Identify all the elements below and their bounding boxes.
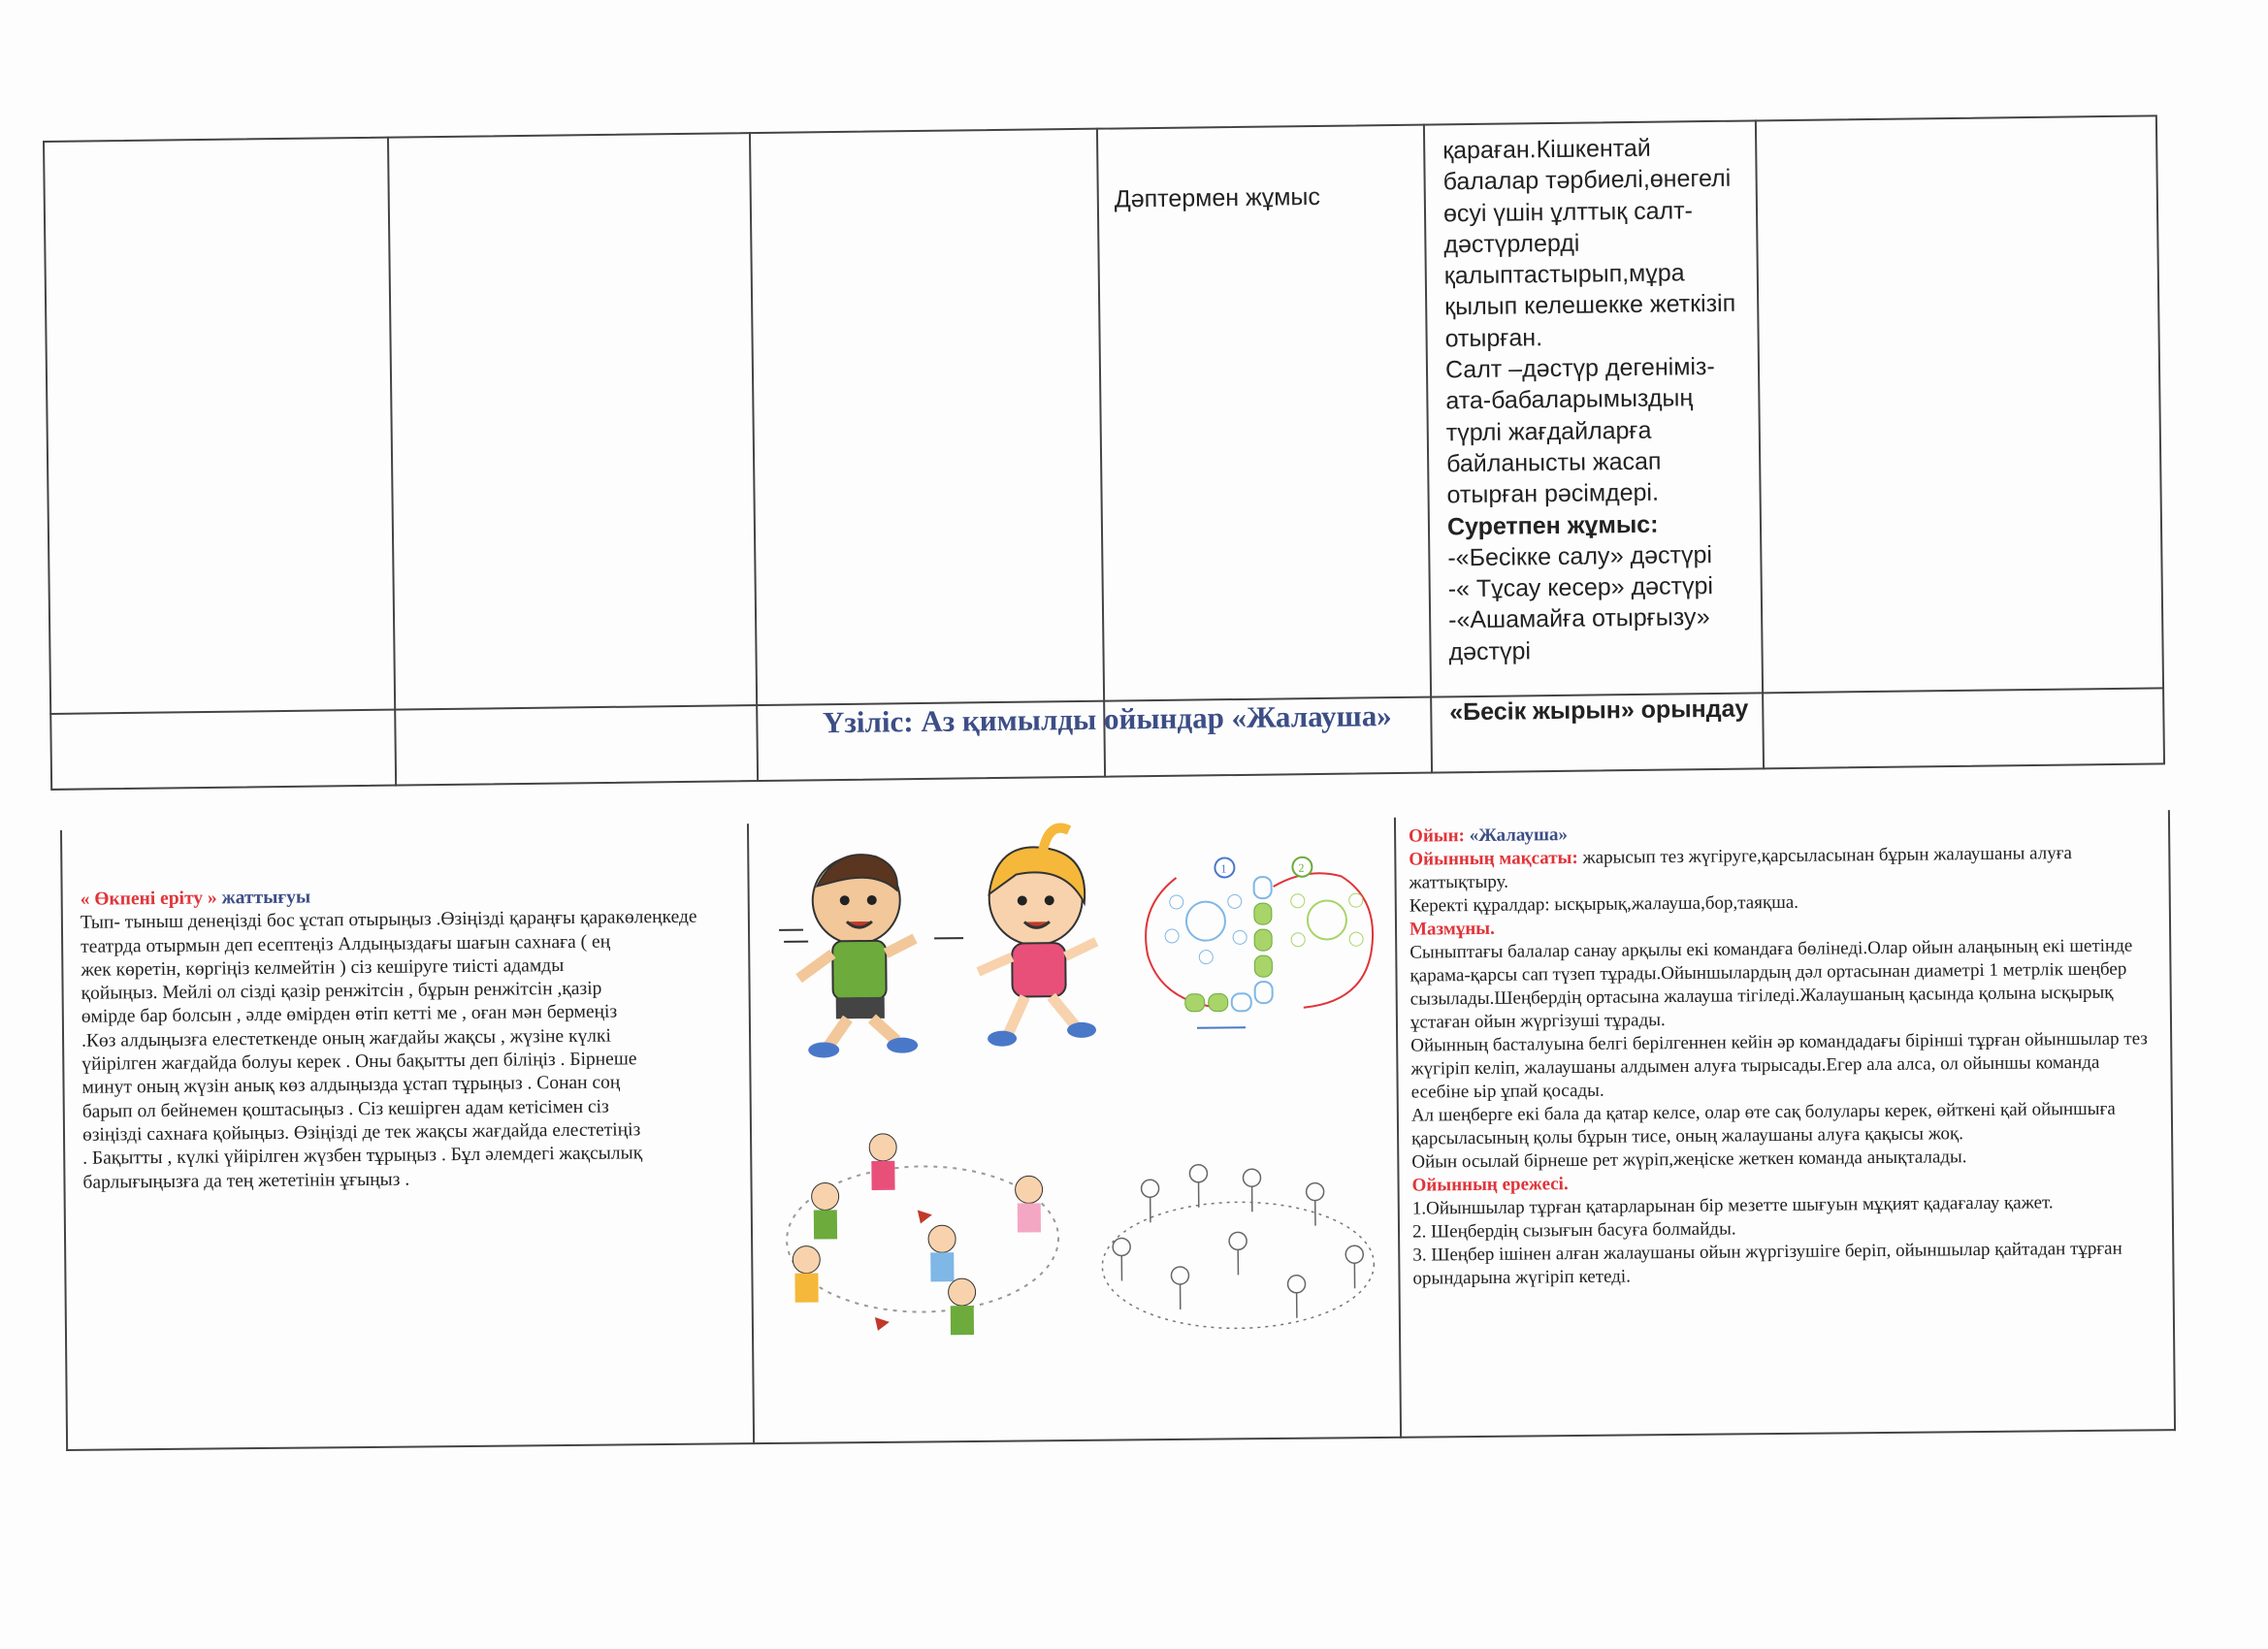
game-content-paragraph: Ал шеңберге екі бала да қатар келсе, олар өте сақ болулары керек, өйткені қай ойыншыға қарсыласының қолы бұрын тисе, оның жалаушаны алуға қақысы жоқ. <box>1410 1098 2116 1149</box>
exercise-text-line: театрда отырмын деп есептеңіз Алдыңыздағы шағын сахнаға ( ең <box>81 931 611 957</box>
game-content-paragraph: Ойын осылай бірнеше рет жүріп,жеңіске жеткен команда анықталады. <box>1411 1147 1967 1173</box>
exercise-text-line: өзіңізді сахнаға қойыңыз. Өзіңізді де тек жақсы жағдайда елестетіңіз <box>81 1119 641 1146</box>
game-equipment: Керекті құралдар: ысқырық,жалауша,бор,таяқша. <box>1409 891 1799 917</box>
lullaby-task: «Бесік жырын» орындау <box>1449 695 1749 727</box>
tradition-text-line: өсуі үшін ұлттық салт- <box>1442 196 1694 227</box>
tradition-list-item: -«Бесікке салу» дәстүрі <box>1447 540 1713 572</box>
game-goal-text: жарысып тез жүгіруге,қарсыласынан бұрын жалаушаны алуға жаттықтыру. <box>1409 843 2073 893</box>
exercise-text-line: Тып- тыныш денеңізді бос ұстап отырыңыз .Өзіңізді қараңғы қаракөлеңкеде <box>80 906 697 934</box>
tradition-text-line: отырған рәсімдері. <box>1446 478 1660 509</box>
picture-work-heading: Суретпен жұмыс: <box>1446 510 1659 540</box>
tradition-list-item: -«Ашамайға отырғызу» <box>1447 603 1710 634</box>
exercise-title-suffix: жаттығуы <box>216 887 311 909</box>
game-content-paragraph: Сыныптағы балалар санау арқылы екі командаға бөлінеді.Олар ойын алаңының екі шетінде қарама-қарсы сап түзеп тұрады.Ойыншылардың дәл ортасынан диаметрі 1 метрлік шеңбер сызылады.Шеңбердің ортасына жалауша тігіледі.Жалаушаның қасында қолына ысқырық ұстаған ойын жүргізуші тұрады. <box>1409 935 2133 1033</box>
kids-circle-sketch <box>1091 1148 1384 1344</box>
game-goal <box>1409 841 2155 894</box>
exercise-text-line: барып ол бейнемен қоштасыңыз . Сіз кешірген адам кетісімен сіз <box>81 1096 609 1122</box>
running-girl-illustration <box>928 820 1144 1054</box>
game-content <box>1409 934 2158 1174</box>
exercise-text-line: . Бақытты , күлкі үйірілген жүзбен тұрыңыз . Бұл әлемдегі жақсылық <box>82 1143 643 1170</box>
tradition-text-block <box>1442 131 1760 728</box>
tradition-list-item: -« Тұсау кесер» дәстүрі <box>1447 572 1714 603</box>
tradition-text-line: балалар тәрбиелі,өнегелі <box>1442 165 1732 196</box>
tradition-text-line: қылып келешекке жеткізіп <box>1444 290 1736 321</box>
game-content-heading: Мазмұны. <box>1409 918 1495 940</box>
tradition-text-line: түрлі жағдайларға <box>1445 416 1652 447</box>
exercise-body <box>81 905 753 1194</box>
exercise-title-name: « Өкпені еріту » <box>80 888 217 910</box>
game-rule-item: 3. Шеңбер ішінен алған жалаушаны ойын жүргізушіге беріп, ойыншылар қайтадан тұрған орындарына жүгіріп кетеді. <box>1412 1238 2122 1289</box>
breathing-exercise <box>81 882 753 1194</box>
exercise-text-line: барлығыңызға да тең жететінін ұғыңыз . <box>82 1169 410 1193</box>
exercise-text-line: .Көз алдыңызға елестеткенде оның жағдайы жақсы , жүзіне күлкі <box>81 1025 611 1051</box>
game-goal-label: Ойынның мақсаты: <box>1409 847 1583 870</box>
diagram-number-1: 1 <box>1220 861 1227 876</box>
exercise-text-line: жек көретін, көргіңіз келмейтін ) сіз кешіруге тиісті адамды <box>81 954 565 981</box>
game-content-paragraph: Ойынның басталуына белгі берілгеннен кейін әр командадағы бірінші тұрған ойыншылар тез жүгіріп келіп, жалаушаны алдымен алуға тырысады.Егер ала алса, ол ойыншы команда есебіне ьір ұпай қосады. <box>1410 1028 2148 1103</box>
game-rule-item: 2. Шеңбердің сызығын басуға болмайды. <box>1411 1218 1736 1243</box>
break-banner: Үзіліс: Аз қимылды ойындар «Жалауша» <box>822 698 1392 740</box>
exercise-text-line: қойыңыз. Мейлі ол сізді қазір ренжітсін , бұрын ренжітсін ,қазір <box>81 978 602 1004</box>
exercise-text-line: үйірілген жағдайда болуы керек . Оны бақытты деп біліңіз . Бірнеше <box>81 1049 637 1075</box>
tradition-text-line: отырған. <box>1444 323 1543 353</box>
tradition-list-item: дәстүрі <box>1448 637 1532 666</box>
exercise-text-line: минут оның жүзін анық көз алдыңызда ұстап тұрыңыз . Сонан соң <box>81 1072 621 1099</box>
notebook-work-text: Дәптермен жұмыс <box>1114 182 1321 213</box>
game-title-value: «Жалауша» <box>1469 824 1569 847</box>
tradition-text-line: Салт –дәстүр дегеніміз- <box>1444 353 1715 384</box>
kids-playing-circle-illustration <box>766 1121 1079 1347</box>
game-description <box>1409 818 2160 1290</box>
lesson-plan-table <box>43 114 2165 791</box>
diagram-number-2: 2 <box>1298 860 1305 875</box>
tradition-text-line: дәстүрлерді <box>1443 229 1580 259</box>
game-rules-heading: Ойынның ережесі. <box>1411 1174 1569 1196</box>
tradition-text-line: ата-бабаларымыздың <box>1445 384 1694 415</box>
exercise-text-line: өмірде бар болсын , әлде өмірден өтіп кетті ме , оған мән бермеңіз <box>81 1001 618 1028</box>
tradition-text-line: байланысты жасап <box>1446 447 1662 478</box>
tradition-text-line: қалыптастырып,мұра <box>1443 259 1685 290</box>
tradition-text-line: қараған.Кішкентай <box>1442 134 1651 165</box>
game-scheme-diagram <box>1137 847 1391 1038</box>
game-title-label: Ойын: <box>1409 825 1470 847</box>
game-rule-item: 1.Ойыншылар тұрған қатарларынан бір мезетте шығуын мұқият қадағалау қажет. <box>1411 1192 2054 1219</box>
game-rules <box>1412 1190 2160 1290</box>
activity-table <box>60 810 2176 1451</box>
